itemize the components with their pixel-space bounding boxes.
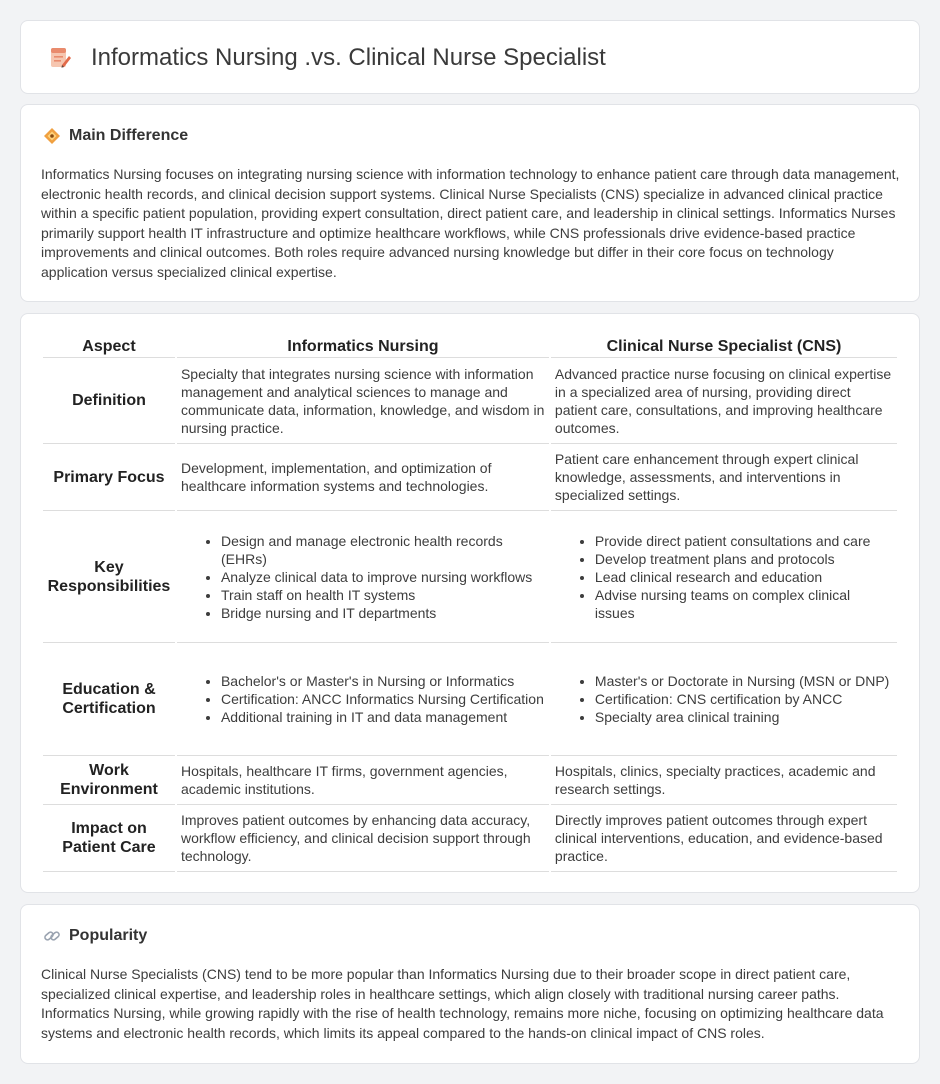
list-item: • Train staff on health IT systems — [221, 586, 545, 604]
main-difference-text: Informatics Nursing focuses on integrating nursing science with information technology to enhance patient care through data management, electronic health records, and clinical decision support systems. Clinical Nurse Specialists (CNS) specialize in advanced clinical practice within a specific patient population, providing expert consultation, direct patient care, and leadership in clinical settings. Informatics Nurses primarily support health IT infrastructure and optimize healthcare workflows, while CNS professionals drive evidence-based practice improvements and clinical outcomes. Both roles require advanced nursing knowledge but differ in their core focus on technology application versus specialized clinical expertise. — [41, 166, 900, 280]
popularity-card — [20, 904, 920, 1064]
table-row-education — [43, 643, 897, 756]
list-item: • Certification: CNS certification by ANCC — [595, 690, 893, 708]
informatics-work-environment: Hospitals, healthcare IT firms, government agencies, academic institutions. — [177, 756, 549, 805]
list-item: • Provide direct patient consultations and care — [595, 532, 893, 550]
table-row-impact — [43, 805, 897, 872]
cns-responsibilities — [551, 511, 897, 643]
aspect-definition: Definition — [43, 358, 175, 444]
informatics-responsibilities — [177, 511, 549, 643]
list-item: • Advise nursing teams on complex clinical issues — [595, 586, 893, 622]
informatics-education — [177, 643, 549, 756]
table-row-definition — [43, 358, 897, 444]
informatics-impact: Improves patient outcomes by enhancing data accuracy, workflow efficiency, and clinical decision support through technology. — [177, 805, 549, 872]
table-header-row — [43, 336, 897, 358]
cns-responsibilities-list — [555, 532, 893, 622]
popularity-heading: Popularity — [69, 927, 148, 944]
list-item: • Certification: ANCC Informatics Nursing Certification — [221, 690, 545, 708]
list-item: • Additional training in IT and data management — [221, 708, 545, 726]
cns-work-environment: Hospitals, clinics, specialty practices, academic and research settings. — [551, 756, 897, 805]
aspect-key-responsibilities: Key Responsibilities — [43, 511, 175, 643]
popularity-text: Clinical Nurse Specialists (CNS) tend to be more popular than Informatics Nursing due to their broader scope in direct patient care, specialized clinical expertise, and leadership roles in healthcare settings, which align closely with traditional nursing career paths. Informatics Nursing, while growing rapidly with the rise of health technology, remains more niche, focusing on optimizing healthcare data systems and electronic health records, which limits its appeal compared to the hands-on clinical impact of CNS roles. — [41, 966, 884, 1041]
table-row-work-environment — [43, 756, 897, 805]
list-item: • Bachelor's or Master's in Nursing or Informatics — [221, 672, 545, 690]
comparison-table — [41, 336, 899, 872]
aspect-work-environment: Work Environment — [43, 756, 175, 805]
aspect-impact: Impact on Patient Care — [43, 805, 175, 872]
table-row-primary-focus — [43, 444, 897, 511]
page-title: Informatics Nursing .vs. Clinical Nurse Specialist — [91, 44, 606, 71]
cns-education — [551, 643, 897, 756]
diamond-icon — [43, 127, 61, 145]
popularity-header — [43, 927, 147, 945]
informatics-responsibilities-list — [181, 532, 545, 622]
cns-definition: Advanced practice nurse focusing on clinical expertise in a specialized area of nursing, providing direct patient care, consultations, and improving healthcare outcomes. — [551, 358, 897, 444]
list-item: • Lead clinical research and education — [595, 568, 893, 586]
cns-primary-focus: Patient care enhancement through expert clinical knowledge, assessments, and interventions in specialized settings. — [551, 444, 897, 511]
list-item: • Master's or Doctorate in Nursing (MSN or DNP) — [595, 672, 893, 690]
list-item: • Specialty area clinical training — [595, 708, 893, 726]
comparison-card — [20, 313, 920, 893]
cns-impact: Directly improves patient outcomes through expert clinical interventions, education, and evidence-based practice. — [551, 805, 897, 872]
main-difference-card — [20, 104, 920, 302]
title-card — [20, 20, 920, 94]
header-informatics: Informatics Nursing — [177, 336, 549, 358]
header-aspect: Aspect — [43, 336, 175, 358]
list-item: • Analyze clinical data to improve nursing workflows — [221, 568, 545, 586]
document-pencil-icon — [48, 45, 72, 71]
aspect-primary-focus: Primary Focus — [43, 444, 175, 511]
informatics-primary-focus: Development, implementation, and optimization of healthcare information systems and technologies. — [177, 444, 549, 511]
aspect-education: Education & Certification — [43, 643, 175, 756]
informatics-definition: Specialty that integrates nursing science with information management and analytical sciences to manage and communicate data, information, knowledge, and wisdom in nursing practice. — [177, 358, 549, 444]
main-difference-header — [43, 127, 188, 145]
main-difference-heading: Main Difference — [69, 127, 189, 144]
table-row-key-responsibilities — [43, 511, 897, 643]
list-item: • Develop treatment plans and protocols — [595, 550, 893, 568]
list-item: • Bridge nursing and IT departments — [221, 604, 545, 622]
cns-education-list — [555, 672, 893, 726]
list-item: • Design and manage electronic health records (EHRs) — [221, 532, 545, 568]
informatics-education-list — [181, 672, 545, 726]
link-icon — [43, 927, 61, 945]
header-cns: Clinical Nurse Specialist (CNS) — [551, 336, 897, 358]
